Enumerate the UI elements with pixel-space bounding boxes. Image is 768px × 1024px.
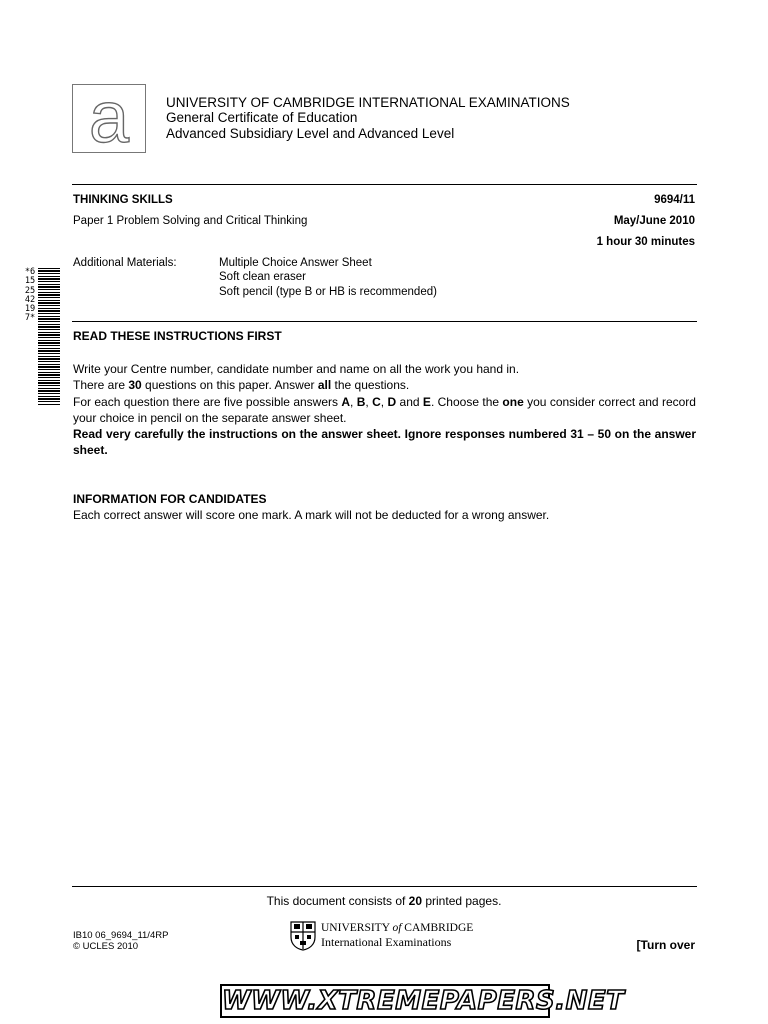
org-name: UNIVERSITY OF CAMBRIDGE INTERNATIONAL EXAMINATIONS: [166, 95, 570, 110]
svg-text:a: a: [88, 87, 130, 150]
reference-code: IB10 06_9694_11/4RP: [73, 930, 169, 941]
cambridge-subtitle: International Examinations: [321, 935, 452, 949]
top-divider: [72, 184, 697, 185]
footer-divider: [72, 886, 697, 887]
exam-session: May/June 2010: [613, 215, 695, 227]
xtremepapers-watermark[interactable]: WWW.XTREMEPAPERS.NET: [222, 986, 625, 1016]
paper-title: Paper 1 Problem Solving and Critical Thinking: [73, 215, 308, 227]
instruction-line: Read very carefully the instructions on the answer sheet. Ignore responses numbered 31 – 50 on the answer sheet.: [73, 427, 696, 457]
material-item: Multiple Choice Answer Sheet: [219, 257, 372, 269]
exam-duration: 1 hour 30 minutes: [596, 236, 695, 248]
cie-logo: [72, 84, 146, 153]
page-count: This document consists of 20 printed pages.: [266, 894, 502, 908]
cambridge-name: UNIVERSITY of CAMBRIDGE: [321, 922, 474, 934]
barcode-number: *6152542197*: [24, 267, 36, 324]
letter-a-logo-icon: [79, 88, 139, 150]
instruction-line: Write your Centre number, candidate number and name on all the work you hand in.: [73, 362, 520, 376]
information-text: Each correct answer will score one mark. A mark will not be deducted for a wrong answer.: [73, 508, 550, 522]
subject-title: THINKING SKILLS: [73, 194, 173, 206]
material-item: Soft pencil (type B or HB is recommended): [219, 286, 437, 298]
instructions-divider: [72, 321, 697, 322]
qualification-name: General Certificate of Education: [166, 110, 358, 125]
copyright: © UCLES 2010: [73, 941, 139, 952]
barcode-icon: [38, 268, 60, 406]
material-item: Soft clean eraser: [219, 271, 306, 283]
materials-label: Additional Materials:: [73, 257, 177, 269]
instruction-line: There are 30 questions on this paper. Answer all the questions.: [73, 378, 410, 392]
turn-over: [Turn over: [636, 938, 695, 952]
instruction-line: For each question there are five possible answers A, B, C, D and E. Choose the one you consider correct and record your choice in pencil on the separate answer sheet.: [73, 395, 696, 425]
qualification-level: Advanced Subsidiary Level and Advanced Level: [166, 126, 455, 141]
information-heading: INFORMATION FOR CANDIDATES: [73, 492, 267, 506]
paper-code: 9694/11: [654, 194, 695, 206]
instructions-heading: READ THESE INSTRUCTIONS FIRST: [73, 329, 282, 343]
cambridge-crest-icon: [290, 921, 316, 951]
